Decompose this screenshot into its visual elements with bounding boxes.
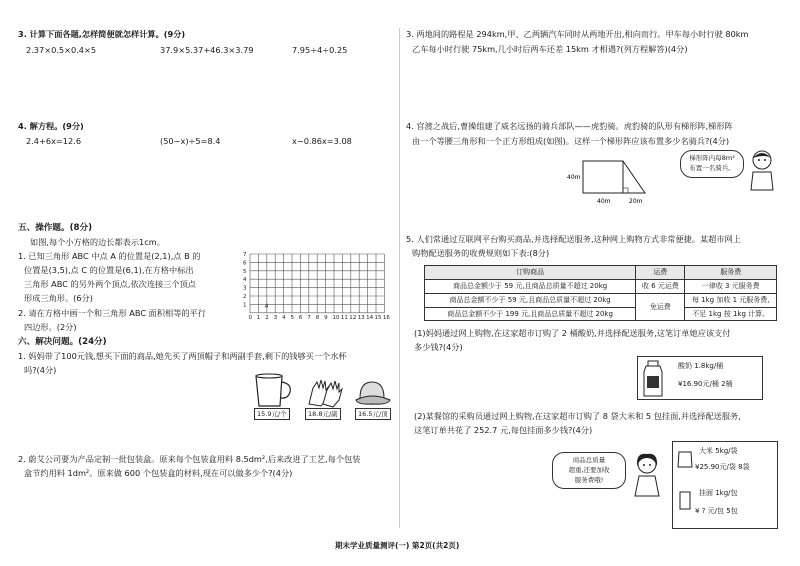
q4-item-1: 2.4+6x=12.6 bbox=[26, 136, 82, 146]
s6-q1-line1: 1. 妈妈带了100元钱,想买下面的商品,她先买了两顶帽子和两副手套,剩下的钱够买一个水杯 bbox=[18, 351, 347, 361]
fee-row2-goods: 商品总金额不少于 59 元,且商品总质量不超过 20kg bbox=[425, 293, 636, 307]
page-footer: 期末学业质量测评(一) 第2页(共2页) bbox=[335, 541, 460, 550]
svg-text:40m: 40m bbox=[567, 174, 581, 181]
yogurt-card bbox=[637, 356, 763, 400]
svg-text:40m: 40m bbox=[597, 198, 611, 205]
fee-table bbox=[424, 265, 777, 321]
q4-item-3: x−0.86x=3.08 bbox=[292, 136, 352, 146]
sub1-line2: 多少钱?(4分) bbox=[414, 342, 463, 352]
svg-text:20m: 20m bbox=[629, 198, 643, 205]
noodle-spec: 挂面 1kg/包 bbox=[699, 489, 738, 497]
grid-x-label: 11 bbox=[340, 314, 348, 320]
grid-y-label: 7 bbox=[243, 252, 247, 258]
grid-y-label: 3 bbox=[243, 285, 247, 292]
noodle-price: ¥ ? 元/包 5包 bbox=[695, 507, 738, 515]
r-q4-line2: 由一个等腰三角形和一个正方形组成(如图)。这样一个梯形阵应该布置多少名骑兵?(4分) bbox=[412, 136, 730, 146]
s5-q2-line1: 2. 请在方格中画一个和三角形 ABC 面积相等的平行 bbox=[18, 308, 206, 318]
grid-x-label: 15 bbox=[374, 314, 382, 320]
r-q4-line1: 4. 官渡之战后,曹操组建了威名远扬的骑兵部队——虎豹骑。虎豹骑的队形有梯形阵,梯形阵 bbox=[406, 121, 733, 131]
rice-price: ¥25.90元/袋 8袋 bbox=[695, 463, 750, 471]
gloves-icon bbox=[305, 376, 345, 408]
fee-header-service: 服务费 bbox=[685, 266, 777, 280]
boy-icon bbox=[745, 148, 779, 192]
grid-x-label: 5 bbox=[290, 314, 294, 320]
q3-item-1: 2.37×0.5×0.4×5 bbox=[26, 45, 97, 55]
yogurt-spec: 酸奶 1.8kg/桶 bbox=[678, 362, 724, 370]
hat-price: 16.5元/顶 bbox=[355, 408, 391, 420]
fee-header-shipping: 运费 bbox=[636, 266, 685, 280]
cup-price: 15.9元/个 bbox=[254, 408, 290, 420]
fee-row3-goods: 商品总金额不少于 199 元,且商品总质量不超过 20kg bbox=[425, 307, 636, 321]
hint-bubble-1-line1: 梯形阵内每8m² bbox=[689, 154, 735, 162]
grid-y-label: 2 bbox=[243, 294, 247, 300]
sub2-line2: 这笔订单共花了 252.7 元,每包挂面多少钱?(4分) bbox=[414, 425, 593, 435]
fee-row3-service: 不足 1kg 按 1kg 计算。 bbox=[685, 307, 777, 321]
r-q3-line1: 3. 两地间的路程是 294km,甲、乙两辆汽车同时从两地开出,相向而行。甲车每小时行驶 80km bbox=[406, 29, 749, 39]
cup-icon bbox=[252, 372, 294, 408]
grid-x-label: 12 bbox=[349, 314, 357, 320]
grid-x-label: 6 bbox=[298, 314, 303, 320]
girl-icon bbox=[630, 452, 664, 498]
grid-x-label: 9 bbox=[324, 314, 328, 320]
grid-x-label: 1 bbox=[256, 314, 261, 320]
yogurt-bottle-icon bbox=[642, 360, 664, 398]
hint-bubble-2-line2: 超重,还要加收 bbox=[568, 465, 610, 474]
fee-header-goods: 订购商品 bbox=[425, 266, 636, 280]
fee-row1-service: 一律收 3 元服务费 bbox=[685, 279, 777, 293]
rice-spec: 大米 5kg/袋 bbox=[699, 447, 738, 455]
point-a-label: A bbox=[264, 303, 269, 310]
grid-x-label: 4 bbox=[282, 314, 286, 320]
grid-y-label: 1 bbox=[243, 302, 247, 309]
order-card bbox=[672, 441, 778, 529]
s5-q1-line4: 形成三角形。(6分) bbox=[24, 293, 93, 303]
grid-x-label: 14 bbox=[366, 314, 374, 320]
grid-x-label: 2 bbox=[265, 314, 269, 320]
column-divider bbox=[399, 28, 400, 528]
grid-x-label: 3 bbox=[273, 314, 278, 320]
rice-bag-icon bbox=[677, 448, 693, 468]
sub1-line1: (1)妈妈通过网上购物,在这家超市订购了 2 桶酸奶,并选择配送服务,这笔订单她应该支付 bbox=[414, 328, 731, 338]
grid-x-label: 8 bbox=[315, 314, 320, 320]
hint-bubble-2-line1: 商品总质量 bbox=[572, 456, 606, 464]
fee-row1-shipping: 收 6 元运费 bbox=[636, 279, 685, 293]
r-q3-line2: 乙车每小时行驶 75km,几小时后两车还差 15km 才相遇?(列方程解答)(4分) bbox=[412, 44, 688, 54]
section-5-intro: 如图,每个小方格的边长都表示1cm。 bbox=[30, 237, 165, 247]
s6-q2-line1: 2. 蔚艾公司要为产品定制一批包装盒。原来每个包装盒用料 8.5dm²,后来改进了工艺,每个包装 bbox=[18, 454, 361, 464]
coordinate-grid[interactable] bbox=[242, 250, 392, 320]
grid-y-label: 6 bbox=[243, 260, 247, 267]
r-q5-line2: 购物配送服务的收费规则如下表:(8分) bbox=[412, 248, 550, 258]
hint-bubble-2-line3: 服务费哦! bbox=[574, 475, 604, 484]
hint-bubble-1-line2: 布置一名骑兵。 bbox=[689, 163, 735, 172]
s5-q1-line1: 1. 已知三角形 ABC 中点 A 的位置是(2,1),点 B 的 bbox=[18, 251, 201, 261]
yogurt-price: ¥16.90元/桶 2桶 bbox=[678, 380, 733, 388]
q3-item-2: 37.9×5.37+46.3×3.79 bbox=[160, 45, 254, 55]
s5-q1-line2: 位置是(3,5),点 C 的位置是(6,1),在方格中标出 bbox=[24, 265, 194, 275]
grid-y-label: 4 bbox=[243, 277, 247, 284]
hint-bubble-2 bbox=[552, 452, 626, 489]
q4-item-2: (50−x)÷5=8.4 bbox=[160, 136, 221, 146]
hat-icon bbox=[352, 378, 392, 408]
s5-q1-line3: 三角形 ABC 的另外两个顶点,依次连接三个顶点 bbox=[24, 279, 196, 289]
s6-q1-line2: 吗?(4分) bbox=[24, 365, 57, 375]
grid-x-label: 0 bbox=[248, 314, 252, 320]
grid-y-label: 5 bbox=[243, 268, 247, 275]
q4-title: 4. 解方程。(9分) bbox=[18, 121, 84, 131]
q3-title: 3. 计算下面各题,怎样简便就怎样计算。(9分) bbox=[18, 29, 186, 39]
noodle-pack-icon bbox=[677, 490, 693, 510]
grid-x-label: 7 bbox=[307, 314, 311, 320]
s5-q2-line2: 四边形。(2分) bbox=[24, 322, 77, 332]
r-q5-line1: 5. 人们常通过互联网平台购买商品,并选择配送服务,这种网上购物方式非常便捷。某超市网上 bbox=[406, 234, 741, 244]
fee-row2-shipping: 免运费 bbox=[636, 293, 685, 321]
fee-row2-service: 每 1kg 加收 1 元服务费, bbox=[685, 293, 777, 307]
section-6-title: 六、解决问题。(24分) bbox=[18, 337, 107, 347]
grid-x-label: 10 bbox=[332, 314, 340, 320]
fee-row1-goods: 商品总金额少于 59 元,且商品总质量不超过 20kg bbox=[425, 279, 636, 293]
section-5-title: 五、操作题。(8分) bbox=[18, 223, 92, 233]
hint-bubble-1 bbox=[680, 150, 744, 178]
q3-item-3: 7.95÷4÷0.25 bbox=[292, 45, 348, 55]
gloves-price: 18.8元/副 bbox=[305, 408, 341, 420]
s6-q2-line2: 盒节约用料 1dm²。原来做 600 个包装盒的材料,现在可以做多少个?(4分) bbox=[24, 468, 293, 478]
sub2-line1: (2)某餐馆的采购员通过网上购物,在这家超市订购了 8 袋大米和 5 包挂面,并选择配送服务, bbox=[414, 411, 741, 421]
grid-x-label: 16 bbox=[382, 314, 390, 320]
grid-x-label: 13 bbox=[357, 314, 365, 320]
formation-figure bbox=[565, 155, 665, 207]
